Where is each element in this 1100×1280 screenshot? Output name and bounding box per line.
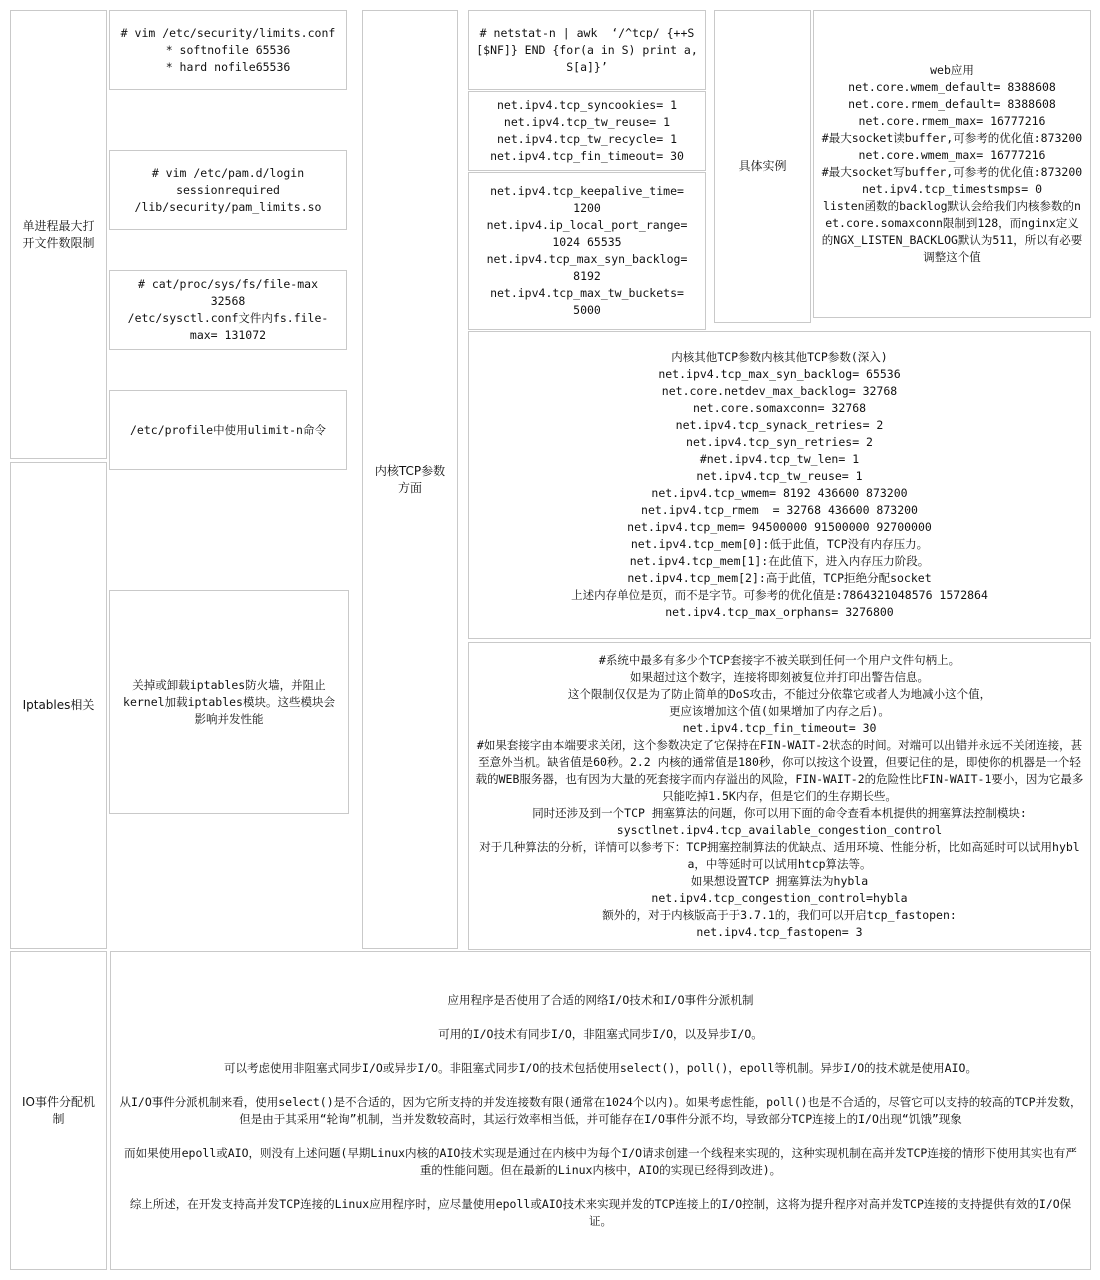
text-line: 5000 [573, 303, 601, 317]
pam-login-box [109, 150, 347, 230]
category-tcp-params [362, 10, 458, 949]
text-line: 内核其他TCP参数内核其他TCP参数(深入) [671, 350, 888, 364]
category-label: 内核TCP参数方面 [374, 463, 446, 495]
text-line: 上述内存单位是页，而不是字节。可参考的优化值是:7864321048576 1572864 [571, 588, 988, 602]
text-line: 如果想设置TCP 拥塞算法为hybla [690, 873, 869, 888]
text-line: # vim /etc/security/limits.conf [120, 25, 336, 40]
category-label: IO事件分配机制 [22, 1094, 95, 1126]
limits-conf-box [109, 10, 347, 90]
text-line: 而如果使用epoll或AIO，则没有上述问题(早期Linux内核的AIO技术实现是通过在内核中为每个I/O请求创建一个线程来实现的，这种实现机制在高并发TCP连接的情形下使用其实也有严重的性能问题。但在最新的Linux内核中，AIO的实现已经得到改进)。 [124, 1145, 1077, 1177]
text-line: net.ipv4.tcp_keepalive_time= [490, 184, 684, 198]
text-line: net.ipv4.tcp_syn_retries= 2 [686, 435, 873, 449]
profile-box [109, 390, 347, 470]
text-line: net.ipv4.tcp_tw_reuse= 1 [503, 115, 671, 129]
text-line: 更应该增加这个值(如果增加了内存之后)。 [669, 703, 890, 718]
text-line: 32568 [210, 294, 246, 308]
text-line: * hard nofile65536 [165, 59, 291, 74]
category-label: 具体实例 [738, 159, 787, 173]
text-line: net.ipv4.tcp_mem[1]:在此值下，进入内存压力阶段。 [629, 554, 930, 568]
text-line: # cat/proc/sys/fs/file-max [137, 277, 318, 291]
text-line: 综上所述，在开发支持高并发TCP连接的Linux应用程序时，应尽量使用epoll或AIO技术来实现并发的TCP连接上的I/O控制，这将为提升程序对高并发TCP连接的支持提供有效的I/O保证。 [129, 1196, 1072, 1228]
text-line: listen函数的backlog默认会给我们内核参数的net.core.somaxconn限制到128，而nginx定义的NGX_LISTEN_BACKLOG默认为511，所以有必要调整这个值 [821, 199, 1083, 264]
text-line: S[a]}’ [566, 59, 608, 74]
tcp-keepalive-box [468, 172, 706, 330]
text-line: net.ipv4.tcp_timestsmps= 0 [861, 182, 1042, 196]
io-box [110, 951, 1091, 1270]
text-line: #最大socket读buffer,可参考的优化值:873200 [821, 131, 1083, 145]
text-line: net.ipv4.tcp_mem= 94500000 91500000 92700000 [627, 520, 932, 534]
text-line: 可用的I/O技术有同步I/O，非阻塞式同步I/O，以及异步I/O。 [438, 1026, 763, 1041]
category-io [10, 951, 107, 1270]
text-line: net.ipv4.tcp_wmem= 8192 436600 873200 [651, 486, 908, 500]
category-label: Iptables相关 [22, 698, 95, 712]
iptables-box [109, 590, 349, 814]
text-line: web应用 [930, 63, 974, 77]
text-line: sysctlnet.ipv4.tcp_available_congestion_control [616, 822, 943, 837]
text-line: # vim /etc/pam.d/login [151, 165, 305, 180]
text-line: net.ipv4.tcp_syncookies= 1 [496, 98, 677, 112]
text-line: sessionrequired [176, 182, 280, 197]
text-line: [$NF]} END {for(a in S) print a, [476, 42, 698, 57]
text-line: # netstat-n | awk ‘/^tcp/ {++S [479, 25, 695, 40]
text-line: 对于几种算法的分析，详情可以参考下：TCP拥塞控制算法的优缺点、适用环境、性能分析，比如高延时可以试用hybla，中等延时可以试用htcp算法等。 [479, 839, 1080, 871]
text-line: net.core.wmem_default= 8388608 [848, 80, 1056, 94]
text-line: 8192 [573, 269, 601, 283]
tcp-deep-box [468, 331, 1091, 639]
netstat-box [468, 10, 706, 90]
text-line: /lib/security/pam_limits.so [134, 199, 322, 214]
text-line: net.ipv4.tcp_rmem = 32768 436600 873200 [641, 503, 918, 517]
text-line: 应用程序是否使用了合适的网络I/O技术和I/O事件分派机制 [447, 992, 754, 1007]
text-line: 额外的，对于内核版高于于3.7.1的，我们可以开启tcp_fastopen: [602, 907, 957, 922]
text-line: 1200 [573, 201, 601, 215]
text-line: net.ipv4.ip_local_port_range= [486, 218, 688, 232]
text-line: net.ipv4.tcp_synack_retries= 2 [675, 418, 884, 432]
text-line: 从I/O事件分派机制来看，使用select()是不合适的，因为它所支持的并发连接数有限(通常在1024个以内)。如果考虑性能，poll()也是不合适的，尽管它可以支持的较高的TCP并发数，但是由于其采用“轮询”机制，当并发数较高时，其运行效率相当低，并可能存在I/O事件分派不均，导致部分TCP连接上的I/O出现“饥饿”现象 [119, 1094, 1082, 1126]
text-line: net.ipv4.tcp_max_syn_backlog= 65536 [658, 367, 901, 381]
text-line: 可以考虑使用非阻塞式同步I/O或异步I/O。非阻塞式同步I/O的技术包括使用select()，poll()，epoll等机制。异步I/O的技术就是使用AIO。 [224, 1060, 977, 1075]
text-line: net.ipv4.tcp_fin_timeout= 30 [682, 720, 877, 735]
text-line: net.ipv4.tcp_max_orphans= 3276800 [665, 605, 894, 619]
text-line: /etc/profile中使用ulimit-n命令 [130, 422, 326, 437]
text-line: 1024 65535 [552, 235, 622, 249]
text-line: net.ipv4.tcp_max_tw_buckets= [490, 286, 684, 300]
text-line: 关掉或卸载iptables防火墙，并阻止 [132, 677, 326, 692]
text-line: 同时还涉及到一个TCP 拥塞算法的问题，你可以用下面的命令查看本机提供的拥塞算法控制模块: [532, 805, 1027, 820]
text-line: net.core.rmem_default= 8388608 [848, 97, 1056, 111]
text-line: net.ipv4.tcp_mem[0]:低于此值，TCP没有内存压力。 [630, 537, 929, 551]
text-line: kernel加载iptables模块。这些模块会 [123, 694, 335, 709]
text-line: net.ipv4.tcp_max_syn_backlog= [486, 252, 688, 266]
text-line: net.core.rmem_max= 16777216 [858, 114, 1046, 128]
category-example [714, 10, 811, 323]
tcp-orphans-box [468, 642, 1091, 950]
text-line: net.ipv4.tcp_fin_timeout= 30 [490, 149, 684, 163]
text-line: #最大socket写buffer,可参考的优化值:873200 [821, 165, 1083, 179]
text-line: #net.ipv4.tcp_tw_len= 1 [699, 452, 860, 466]
text-line: net.ipv4.tcp_fastopen= 3 [696, 924, 863, 939]
text-line: net.ipv4.tcp_tw_recycle= 1 [496, 132, 677, 146]
text-line: net.ipv4.tcp_tw_reuse= 1 [696, 469, 863, 483]
text-line: 这个限制仅仅是为了防止简单的DoS攻击，不能过分依靠它或者人为地减小这个值， [567, 686, 992, 701]
text-line: net.ipv4.tcp_mem[2]:高于此值，TCP拒绝分配socket [627, 571, 932, 585]
category-iptables [10, 462, 107, 949]
text-line: net.core.netdev_max_backlog= 32768 [661, 384, 898, 398]
file-max-box [109, 270, 347, 350]
text-line: #系统中最多有多少个TCP套接字不被关联到任何一个用户文件句柄上。 [598, 652, 961, 667]
category-file-limits [10, 10, 107, 459]
example-box [813, 10, 1091, 318]
text-line: 影响并发性能 [194, 711, 264, 726]
text-line: net.core.wmem_max= 16777216 [858, 148, 1046, 162]
text-line: max= 131072 [189, 328, 267, 342]
text-line: net.core.somaxconn= 32768 [692, 401, 867, 415]
text-line: /etc/sysctl.conf文件内fs.file- [127, 311, 329, 325]
category-label: 单进程最大打开文件数限制 [22, 218, 95, 250]
text-line: * softnofile 65536 [165, 42, 291, 57]
text-line: #如果套接字由本端要求关闭，这个参数决定了它保持在FIN-WAIT-2状态的时间。对端可以出错并永远不关闭连接，甚至意外当机。缺省值是60秒。2.2 内核的通常值是180秒，你可以按这个设置，但要记住的是，即使你的机器是一个轻载的WEB服务器，也有因为大量的死套接字而内存溢出的风险，FIN-WAIT-2的危险性比FIN-WAIT-1要小，因为它最多只能吃掉1.5K内存，但是它们的生存期长些。 [475, 737, 1084, 803]
text-line: 如果超过这个数字，连接将即刻被复位并打印出警告信息。 [630, 669, 929, 684]
tcp-tw-box [468, 91, 706, 171]
text-line: net.ipv4.tcp_congestion_control=hybla [651, 890, 908, 905]
